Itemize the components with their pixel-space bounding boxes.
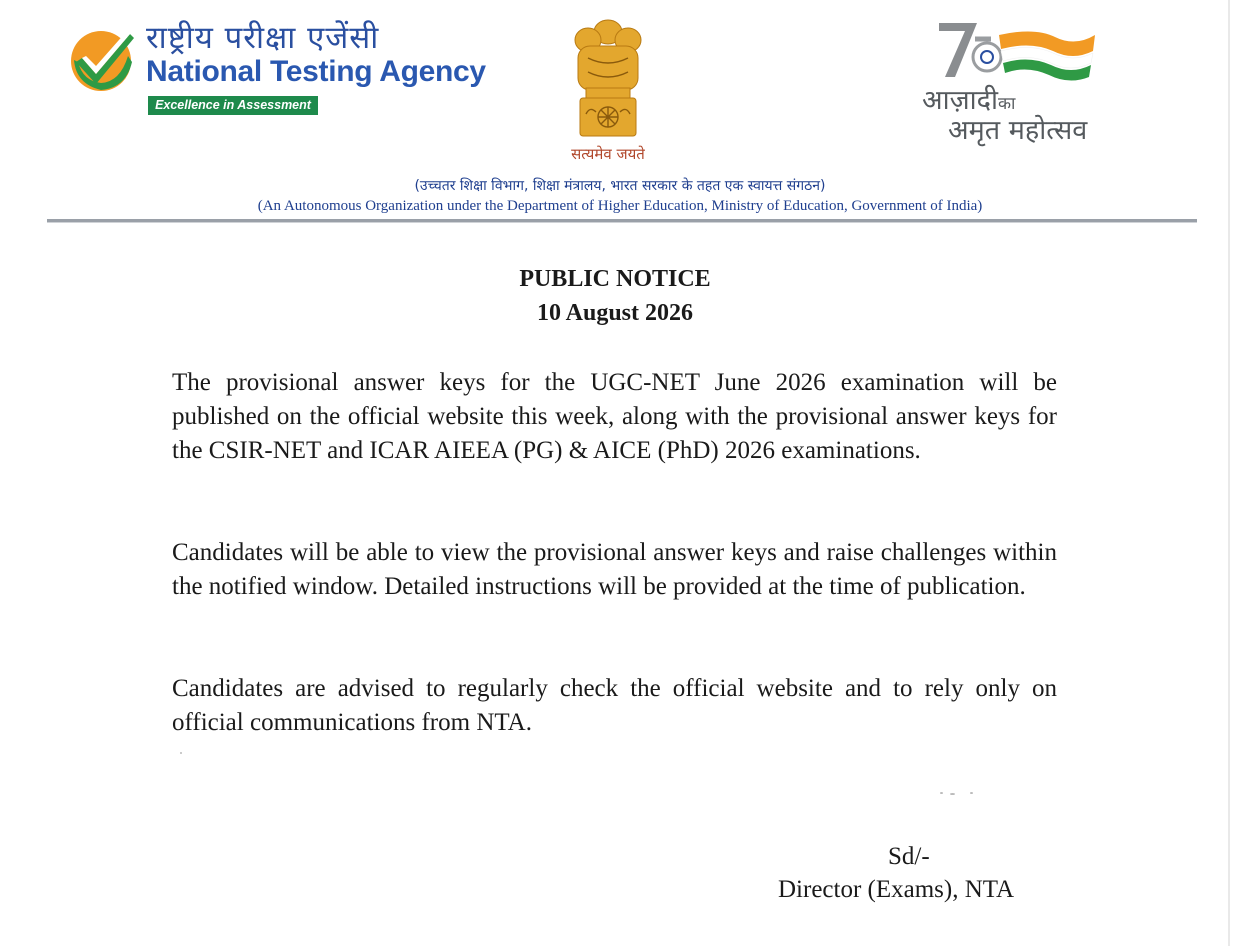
subtitle-english: (An Autonomous Organization under the Department of Higher Education, Ministry of Education, Government of India) xyxy=(257,198,983,214)
scan-speck xyxy=(970,792,973,794)
nta-english-name: National Testing Agency xyxy=(146,55,486,88)
scan-speck xyxy=(950,793,955,795)
akam-75-flag-icon xyxy=(925,15,1125,85)
akam-azadi-text: आज़ादी xyxy=(922,85,998,116)
akam-logo xyxy=(925,15,1125,85)
page-edge xyxy=(1228,0,1230,946)
signature-sd: Sd/- xyxy=(888,843,930,870)
notice-date: 10 August 2026 xyxy=(536,300,694,326)
scan-speck xyxy=(180,752,182,754)
emblem-motto: सत्यमेव जयते xyxy=(571,145,645,163)
nta-check-icon xyxy=(68,26,138,96)
akam-ka-text: का xyxy=(997,94,1016,114)
notice-paragraph-2: Candidates will be able to view the provisional answer keys and raise challenges within the notified window. Detailed instructions will be provided at the time of publication. xyxy=(172,539,1057,600)
notice-title: PUBLIC NOTICE xyxy=(519,266,711,292)
national-emblem-icon xyxy=(566,18,650,146)
subtitle-hindi: (उच्चतर शिक्षा विभाग, शिक्षा मंत्रालय, भारत सरकार के तहत एक स्वायत्त संगठन) xyxy=(414,178,826,194)
signature-title: Director (Exams), NTA xyxy=(778,876,1015,903)
scan-speck xyxy=(940,792,943,794)
header-divider xyxy=(47,219,1197,223)
nta-hindi-name: राष्ट्रीय परीक्षा एजेंसी xyxy=(146,20,380,56)
nta-tagline: Excellence in Assessment xyxy=(148,96,318,115)
akam-text-line2: अमृत महोत्सव xyxy=(948,115,1088,146)
notice-paragraph-3: Candidates are advised to regularly check the official website and to rely only on official communications from NTA. xyxy=(172,675,1057,736)
notice-paragraph-1: The provisional answer keys for the UGC-NET June 2026 examination will be published on the official website this week, along with the provisional answer keys for the CSIR-NET and ICAR AIEEA (PG) & AICE (PhD) 2026 examinations. xyxy=(172,369,1057,464)
